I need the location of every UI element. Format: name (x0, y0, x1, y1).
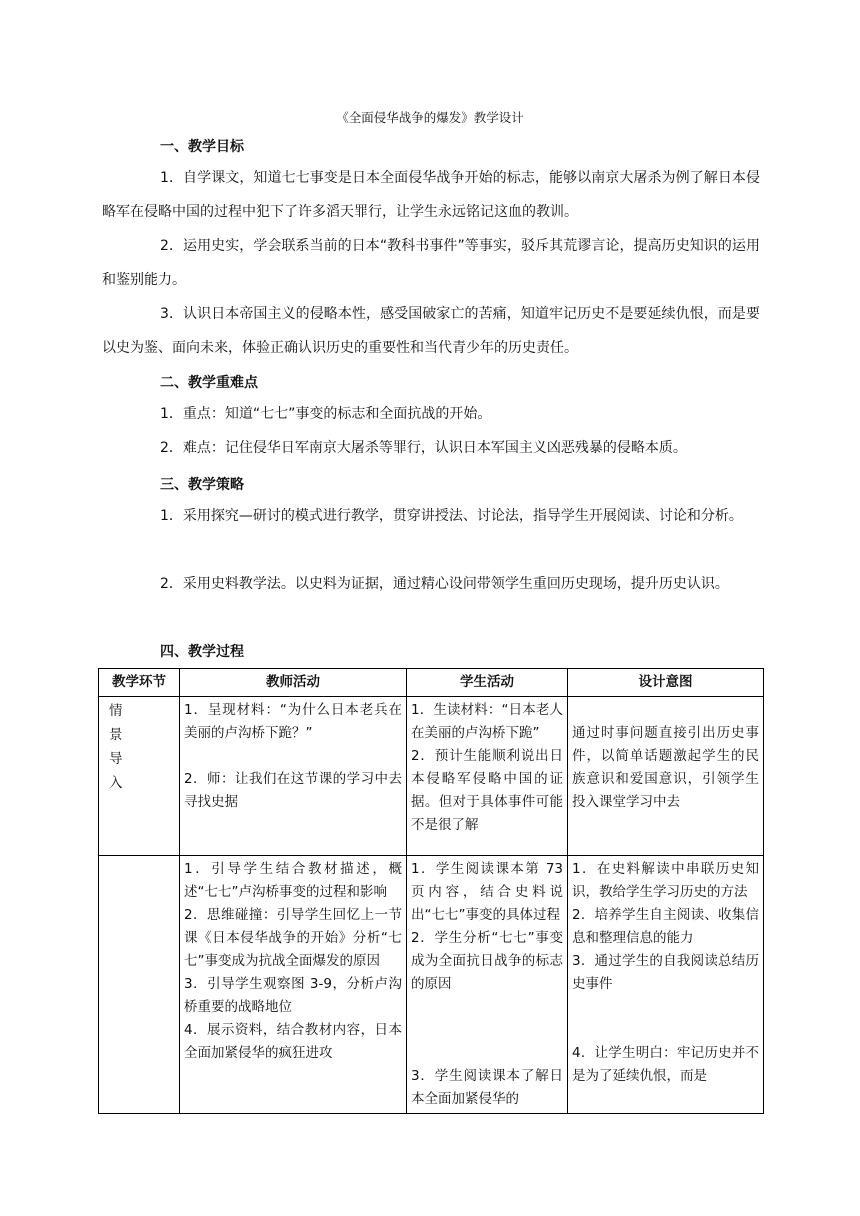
table-header-row (99, 669, 764, 697)
strategy-paragraph-2: 2．采用史料教学法。以史料为证据，通过精心设问带领学生重回历史现场，提升历史认识。 (160, 576, 729, 592)
design-intent-cell: 1．在史料解读中串联历史知识，教给学生学习历史的方法 2．培养学生自主阅读、收集信息和整理信息的能力 3．通过学生的自我阅读总结历史事件 4．让学生明白：牢记历史并不是为了延续仇恨，而是 (568, 856, 764, 1114)
table-header-teacher: 教师活动 (180, 669, 407, 697)
stage-cell: 情 景 导 入 (99, 697, 180, 856)
table-header-student: 学生活动 (407, 669, 568, 697)
table-header-stage: 教学环节 (99, 669, 180, 697)
student-activity-cell: 1．生读材料：“日本老人在美丽的卢沟桥下跪” 2．预计生能顺利说出日本侵略军侵略中国的证据。但对于具体事件可能不是很了解 (407, 697, 568, 856)
table-header-intent: 设计意图 (568, 669, 764, 697)
stage-cell (99, 856, 180, 1114)
teacher-activity-cell: 1．呈现材料：“为什么日本老兵在美丽的卢沟桥下跪？” 2．师：让我们在这节课的学习中去寻找史据 (180, 697, 407, 856)
table-row (99, 697, 764, 856)
student-activity-cell: 1．学生阅读课本第 73 页内容，结合史料说出“七七”事变的具体过程 2．学生分析“七七”事变成为全面抗日战争的标志的原因 3．学生阅读课本了解日本全面加紧侵华的 (407, 856, 568, 1114)
teacher-activity-cell: 1．引导学生结合教材描述，概述“七七”卢沟桥事变的过程和影响 2．思维碰撞：引导学生回忆上一节课《日本侵华战争的开始》分析“七七”事变成为抗战全面爆发的原因 3．引导学生观察图 3-9，分析卢沟桥重要的战略地位 4．展示资料，结合教材内容，日本全面加紧侵华的疯狂进攻 (180, 856, 407, 1114)
objective-paragraph-2: 2．运用史实，学会联系当前的日本“教科书事件”等事实，驳斥其荒谬言论，提高历史知识的运用和鉴别能力。 (102, 238, 760, 288)
key-point-paragraph-1: 1．重点：知道“七七”事变的标志和全面抗战的开始。 (160, 406, 492, 422)
table-row (99, 856, 764, 1114)
key-point-paragraph-2: 2．难点：记住侵华日军南京大屠杀等罪行，认识日本军国主义凶恶残暴的侵略本质。 (160, 440, 687, 456)
objective-paragraph-1: 1．自学课文，知道七七事变是日本全面侵华战争开始的标志，能够以南京大屠杀为例了解日本侵略军在侵略中国的过程中犯下了许多滔天罪行，让学生永远铭记这血的教训。 (102, 170, 760, 220)
section-heading-objectives: 一、教学目标 (160, 139, 244, 155)
strategy-paragraph-1: 1．采用探究—研讨的模式进行教学，贯穿讲授法、讨论法，指导学生开展阅读、讨论和分析。 (160, 508, 743, 524)
section-heading-strategy: 三、教学策略 (160, 477, 244, 493)
section-heading-process: 四、教学过程 (160, 644, 244, 660)
teaching-process-table (98, 668, 764, 1114)
objective-paragraph-3: 3．认识日本帝国主义的侵略本性，感受国破家亡的苦痛，知道牢记历史不是要延续仇恨，而是要以史为鉴、面向未来，体验正确认识历史的重要性和当代青少年的历史责任。 (102, 306, 760, 356)
section-heading-key-points: 二、教学重难点 (160, 375, 258, 391)
design-intent-cell: 通过时事问题直接引出历史事件，以简单话题激起学生的民族意识和爱国意识，引领学生投入课堂学习中去 (568, 697, 764, 856)
document-title: 《全面侵华战争的爆发》教学设计 (336, 110, 524, 125)
